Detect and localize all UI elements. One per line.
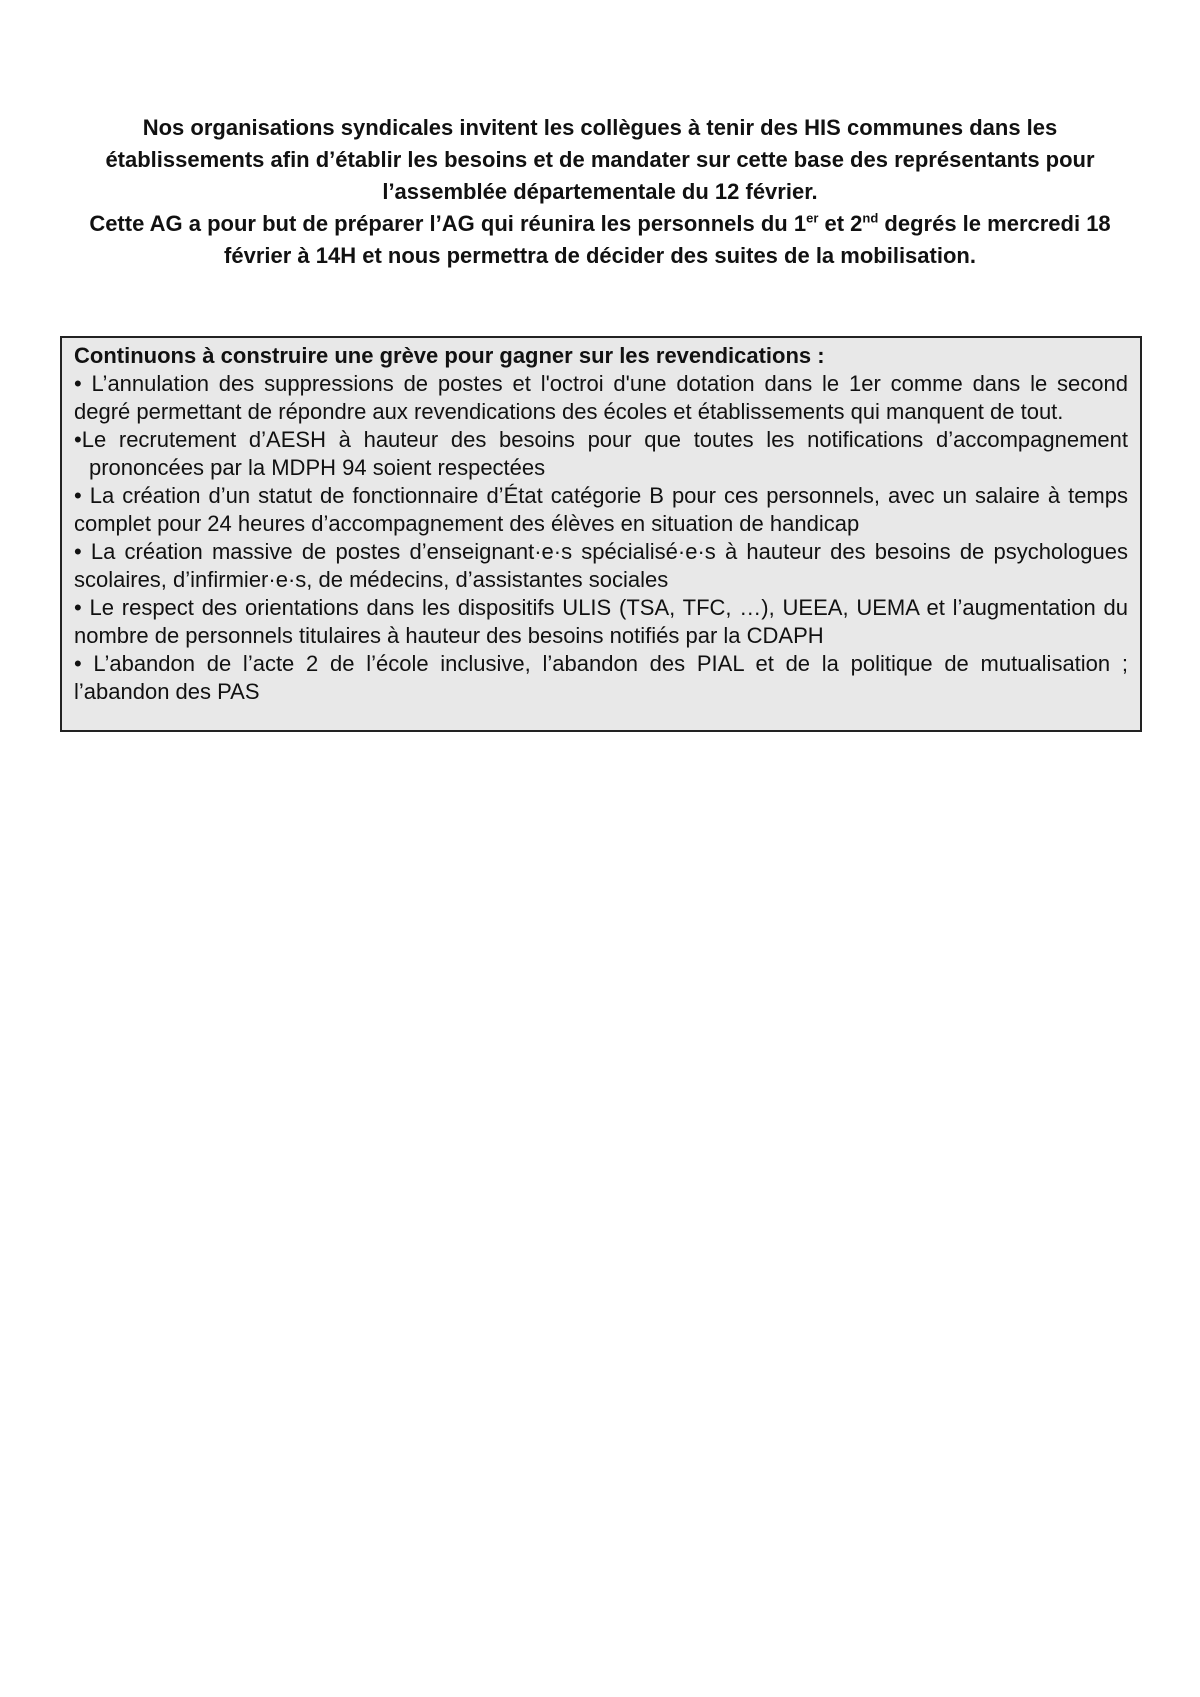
demand-item: • L’abandon de l’acte 2 de l’école inclusive, l’abandon des PIAL et de la politique de mutualisation ; l’abandon des PAS — [74, 651, 1128, 704]
intro-paragraph-2-part-c: degrés le mercredi 18 février à 14H et nous permettra de décider des suites de la mobilisation. — [224, 211, 1111, 268]
demand-item: • La création d’un statut de fonctionnaire d’État catégorie B pour ces personnels, avec un salaire à temps complet pour 24 heures d’accompagnement des élèves en situation de handicap — [74, 483, 1128, 536]
demand-item: •Le recrutement d’AESH à hauteur des besoins pour que toutes les notifications d’accompagnement prononcées par la MDPH 94 soient respectées — [74, 427, 1128, 480]
superscript-nd: nd — [862, 210, 879, 226]
demand-item: • La création massive de postes d’enseignant·e·s spécialisé·e·s à hauteur des besoins de psychologues scolaires, d’infirmier·e·s, de médecins, d’assistantes sociales — [74, 539, 1128, 592]
superscript-er: er — [806, 210, 819, 226]
demands-box — [60, 336, 1142, 732]
demands-title: Continuons à construire une grève pour gagner sur les revendications : — [74, 343, 825, 368]
intro-paragraph-2-part-a: Cette AG a pour but de préparer l’AG qui réunira les personnels du 1 — [89, 211, 807, 236]
intro-paragraph-2-part-b: et 2 — [818, 211, 863, 236]
demand-item: • L’annulation des suppressions de postes et l'octroi d'une dotation dans le 1er comme dans le second degré permettant de répondre aux revendications des écoles et établissements qui manquent de tout. — [74, 371, 1128, 424]
intro-paragraph-2 — [70, 208, 1130, 272]
demands-list — [74, 370, 1128, 706]
intro-text — [70, 112, 1130, 272]
intro-paragraph-1: Nos organisations syndicales invitent les collègues à tenir des HIS communes dans les établissements afin d’établir les besoins et de mandater sur cette base des représentants pour l’assemblée départementale du 12 février. — [105, 115, 1095, 204]
demand-item: • Le respect des orientations dans les dispositifs ULIS (TSA, TFC, …), UEEA, UEMA et l’augmentation du nombre de personnels titulaires à hauteur des besoins notifiés par la CDAPH — [74, 595, 1128, 648]
